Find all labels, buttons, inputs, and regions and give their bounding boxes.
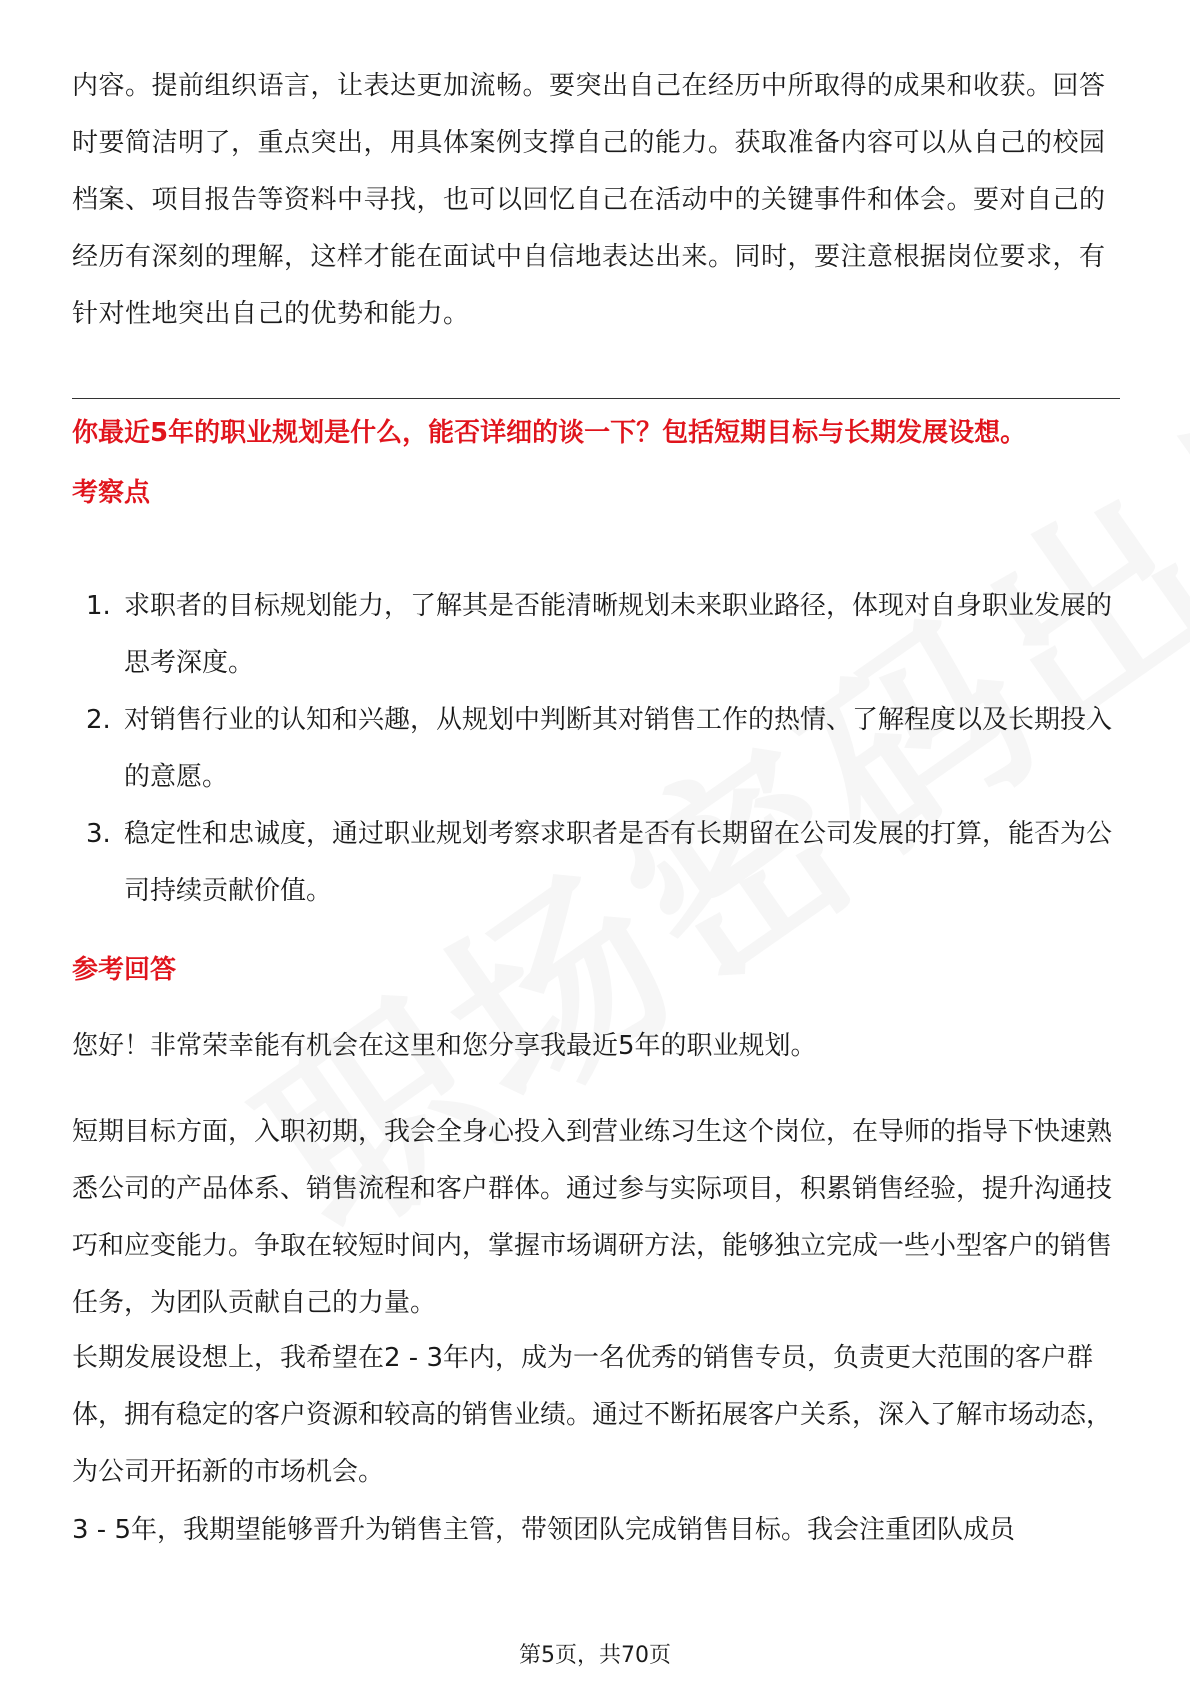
- list-item: [72, 692, 1120, 806]
- list-item-text: 稳定性和忠诚度，通过职业规划考察求职者是否有长期留在公司发展的打算，能否为公司持续贡献价值。: [124, 819, 1113, 906]
- list-item-number: 3.: [86, 819, 111, 849]
- answer-paragraph: 短期目标方面，入职初期，我会全身心投入到营业练习生这个岗位，在导师的指导下快速熟悉公司的产品体系、销售流程和客户群体。通过参与实际项目，积累销售经验，提升沟通技巧和应变能力。争取在较短时间内，掌握市场调研方法，能够独立完成一些小型客户的销售任务，为团队贡献自己的力量。: [72, 1117, 1113, 1318]
- list-item-number: 1.: [86, 591, 111, 621]
- list-item: [72, 806, 1120, 920]
- answer-paragraph: 长期发展设想上，我希望在2 - 3年内，成为一名优秀的销售专员，负责更大范围的客户群体，拥有稳定的客户资源和较高的销售业绩。通过不断拓展客户关系，深入了解市场动态，为公司开拓新的市场机会。: [72, 1343, 1113, 1487]
- page-footer: 第5页，共70页: [519, 1643, 671, 1668]
- examination-list: [72, 578, 1120, 920]
- section-divider: [72, 398, 1120, 399]
- intro-paragraph: 内容。提前组织语言，让表达更加流畅。要突出自己在经历中所取得的成果和收获。回答时要简洁明了，重点突出，用具体案例支撑自己的能力。获取准备内容可以从自己的校园档案、项目报告等资料中寻找，也可以回忆自己在活动中的关键事件和体会。要对自己的经历有深刻的理解，这样才能在面试中自信地表达出来。同时，要注意根据岗位要求，有针对性地突出自己的优势和能力。: [72, 71, 1106, 329]
- answer-paragraph: 3 - 5年，我期望能够晋升为销售主管，带领团队完成销售目标。我会注重团队成员: [72, 1515, 1015, 1545]
- list-item-number: 2.: [86, 705, 111, 735]
- intro-section: [72, 58, 1112, 343]
- list-item: [72, 578, 1120, 692]
- examination-title: 考察点: [72, 478, 151, 508]
- question-heading: 你最近5年的职业规划是什么，能否详细的谈一下？包括短期目标与长期发展设想。: [72, 418, 1027, 448]
- answer-title: 参考回答: [72, 955, 177, 985]
- list-item-text: 对销售行业的认知和兴趣，从规划中判断其对销售工作的热情、了解程度以及长期投入的意愿。: [124, 705, 1113, 792]
- answer-paragraph: 您好！非常荣幸能有机会在这里和您分享我最近5年的职业规划。: [72, 1031, 817, 1061]
- list-item-text: 求职者的目标规划能力，了解其是否能清晰规划未来职业路径，体现对自身职业发展的思考深度。: [124, 591, 1113, 678]
